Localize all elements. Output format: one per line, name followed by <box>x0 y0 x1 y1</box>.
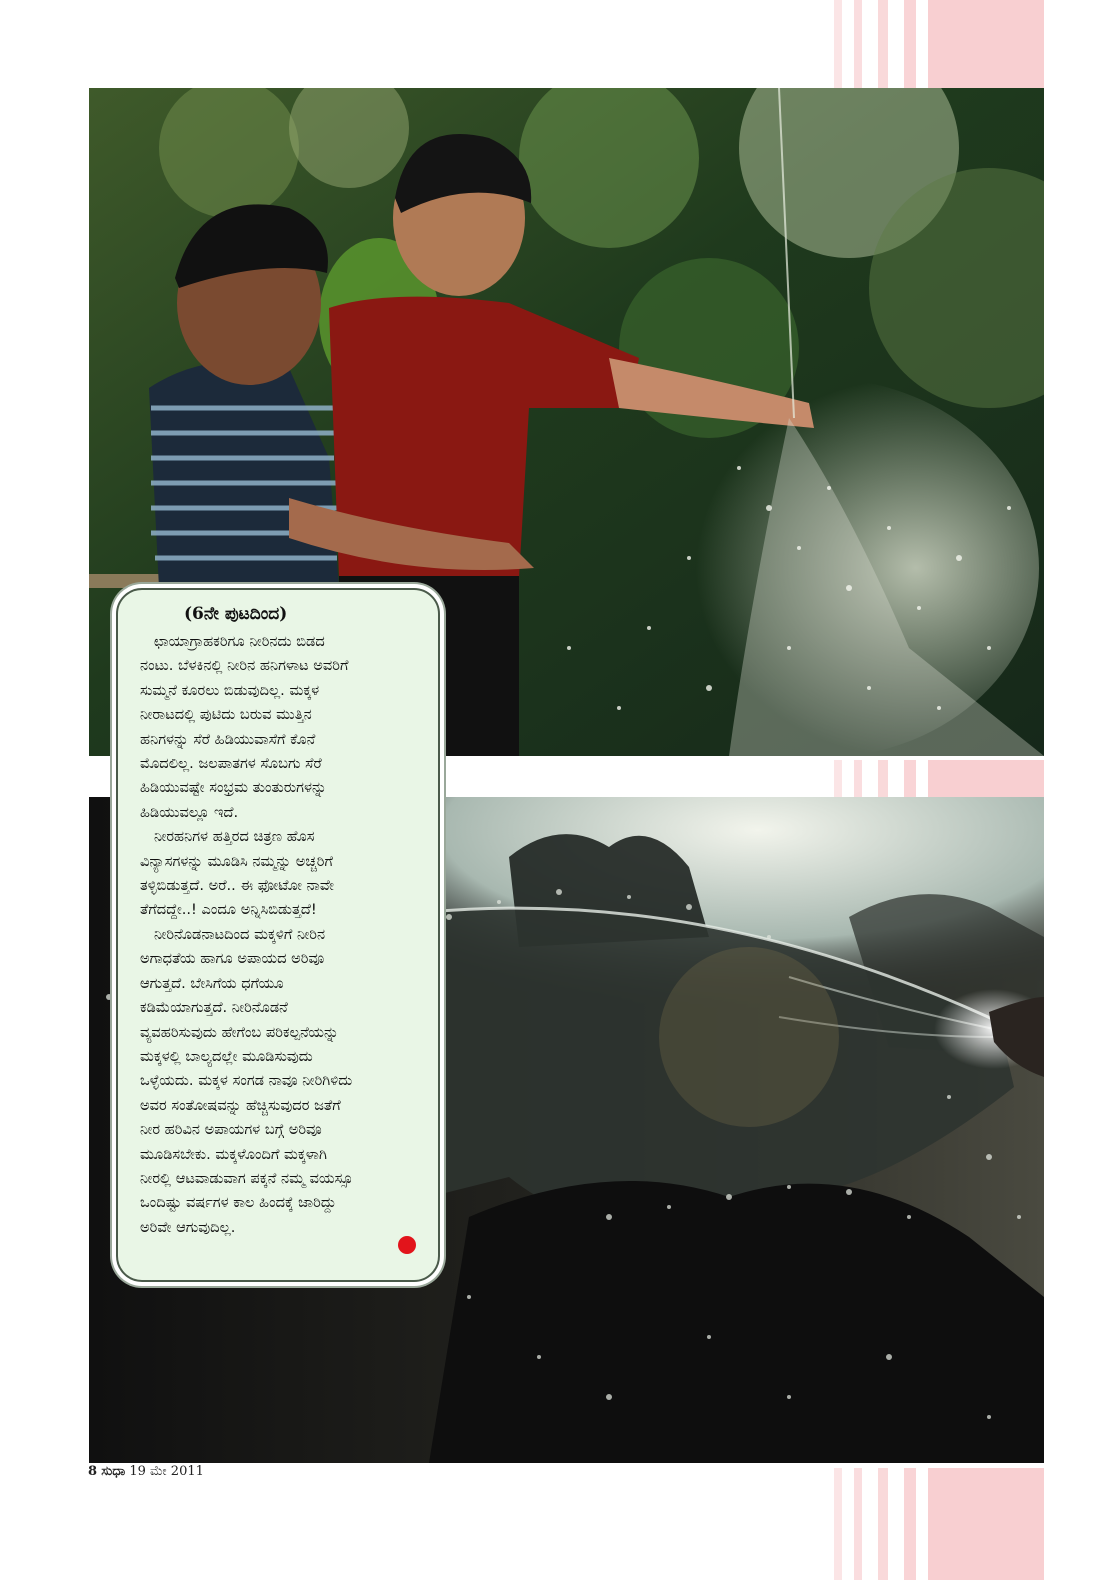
decorative-stripes-bottom <box>834 1468 1044 1580</box>
article-paragraph: ನೀರಹನಿಗಳ ಹತ್ತಿರದ ಚಿತ್ರಣ ಹೊಸ ವಿನ್ಯಾಸಗಳನ್ನು ಮೂಡಿಸಿ ನಮ್ಮನ್ನು ಅಚ್ಚರಿಗೆ ತಳ್ಳಿಬಿಡುತ್ತದೆ. ಅರೆ.. ಈ ಫೋಟೋ ನಾವೇ ತೆಗೆದದ್ದೇ..! ಎಂದೂ ಅನ್ನಿಸಿಬಿಡುತ್ತದೆ! <box>140 828 334 919</box>
article-paragraph: ಛಾಯಾಗ್ರಾಹಕರಿಗೂ ನೀರಿನದು ಬಿಡದ ನಂಟು. ಬೆಳಕಿನಲ್ಲಿ ನೀರಿನ ಹನಿಗಳಾಟ ಅವರಿಗೆ ಸುಮ್ಮನೆ ಕೂರಲು ಬಿಡುವುದಿಲ್ಲ. ಮಕ್ಕಳ ನೀರಾಟದಲ್ಲಿ ಪುಟಿದು ಬರುವ ಮುತ್ತಿನ ಹನಿಗಳನ್ನು ಸೆರೆ ಹಿಡಿಯುವಾಸೆಗೆ ಕೊನೆ ಮೊದಲಿಲ್ಲ. ಜಲಪಾತಗಳ ಸೊಬಗು ಸೆರೆ ಹಿಡಿಯುವಷ್ಟೇ ಸಂಭ್ರಮ ತುಂತುರುಗಳನ್ನು ಹಿಡಿಯುವಲ್ಲೂ ಇದೆ. <box>140 633 349 821</box>
article-continuation-box <box>116 588 440 1282</box>
article-end-bullet-icon <box>398 1236 416 1254</box>
publication-name: ಸುಧಾ <box>101 1464 126 1479</box>
decorative-stripes-middle <box>834 760 1044 798</box>
page-number: 8 <box>88 1464 98 1479</box>
continued-from-heading: (6ನೇ ಪುಟದಿಂದ) <box>184 604 288 624</box>
page-footer <box>88 1464 204 1479</box>
article-paragraph: ನೀರಿನೊಡನಾಟದಿಂದ ಮಕ್ಕಳಿಗೆ ನೀರಿನ ಅಗಾಧತೆಯ ಹಾಗೂ ಅಪಾಯದ ಅರಿವೂ ಆಗುತ್ತದೆ. ಬೇಸಿಗೆಯ ಧಗೆಯೂ ಕಡಿಮೆಯಾಗುತ್ತದೆ. ನೀರಿನೊಡನೆ ವ್ಯವಹರಿಸುವುದು ಹೇಗೆಂಬ ಪರಿಕಲ್ಪನೆಯನ್ನು ಮಕ್ಕಳಲ್ಲಿ ಬಾಲ್ಯದಲ್ಲೇ ಮೂಡಿಸುವುದು ಒಳ್ಳೆಯದು. ಮಕ್ಕಳ ಸಂಗಡ ನಾವೂ ನೀರಿಗಿಳಿದು ಅವರ ಸಂತೋಷವನ್ನು ಹೆಚ್ಚಿಸುವುದರ ಜತೆಗೆ ನೀರ ಹರಿವಿನ ಅಪಾಯಗಳ ಬಗ್ಗೆ ಅರಿವೂ ಮೂಡಿಸಬೇಕು. ಮಕ್ಕಳೊಂದಿಗೆ ಮಕ್ಕಳಾಗಿ ನೀರಲ್ಲಿ ಆಟವಾಡುವಾಗ ಪಕ್ಕನೆ ನಮ್ಮ ವಯಸ್ಸೂ ಒಂದಿಷ್ಟು ವರ್ಷಗಳ ಕಾಲ ಹಿಂದಕ್ಕೆ ಜಾರಿದ್ದು ಅರಿವೇ ಆಗುವುದಿಲ್ಲ. <box>140 925 354 1236</box>
decorative-stripes-top <box>834 0 1044 88</box>
issue-date: 19 ಮೇ 2011 <box>129 1464 204 1479</box>
